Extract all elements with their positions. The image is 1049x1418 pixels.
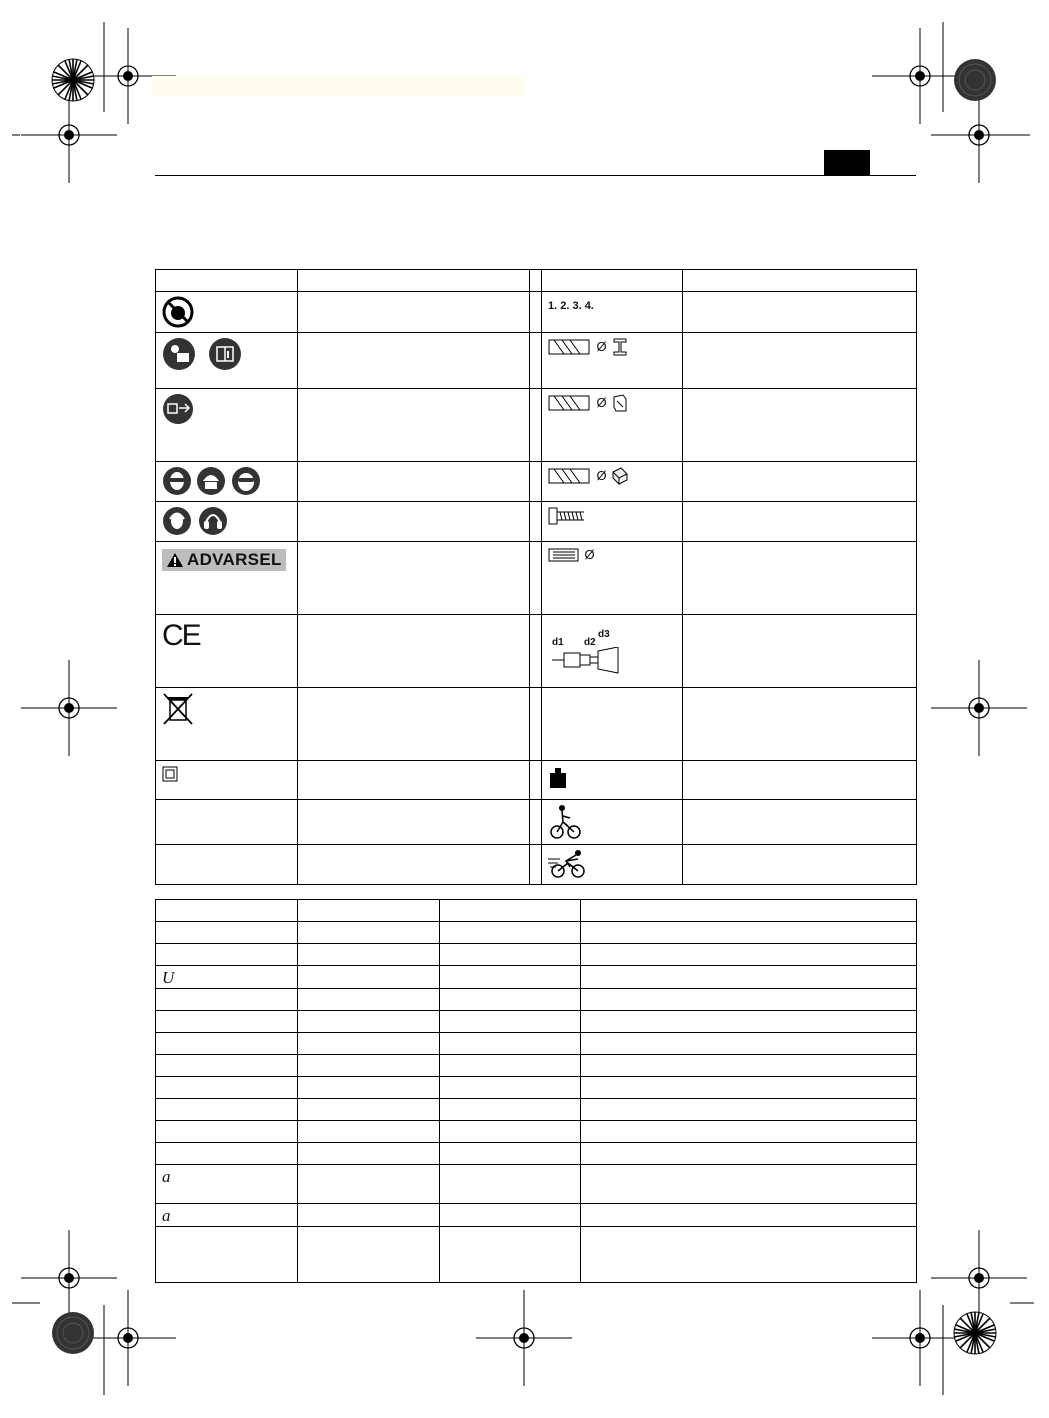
- data-cell: [581, 1121, 917, 1143]
- data-cell: [581, 1055, 917, 1077]
- acceleration-symbol: a: [162, 1167, 171, 1186]
- data-cell: [156, 1143, 298, 1165]
- acceleration-symbol: a: [162, 1206, 171, 1225]
- voltage-symbol: U: [162, 968, 175, 987]
- data-cell: [440, 1204, 581, 1227]
- symbol-table-header: [156, 270, 917, 292]
- data-cell: [440, 1227, 581, 1283]
- data-table-row: [156, 1055, 917, 1077]
- data-table-row: [156, 1121, 917, 1143]
- data-cell: [581, 900, 917, 922]
- data-cell: [581, 922, 917, 944]
- weight-icon: [548, 767, 568, 789]
- data-cell: [440, 1077, 581, 1099]
- meaning-cell: [298, 462, 530, 502]
- data-cell: [440, 1099, 581, 1121]
- data-cell: [440, 1033, 581, 1055]
- symbol-cell: [542, 292, 683, 333]
- thread-tap-icon: [548, 506, 588, 526]
- wood-icon: [611, 466, 629, 486]
- class-ii-insulation-icon: [162, 766, 178, 782]
- symbol-row: [156, 615, 917, 688]
- header-gap: [530, 270, 542, 292]
- info-book-icon: [208, 337, 242, 371]
- ear-muffs-icon: [198, 506, 228, 536]
- meaning-cell: [298, 688, 530, 761]
- cyclist-slow-icon: [548, 804, 582, 840]
- data-table-row: [156, 944, 917, 966]
- data-cell: [581, 1227, 917, 1283]
- data-cell: [156, 1121, 298, 1143]
- gap-cell: [530, 845, 542, 885]
- data-cell: [581, 1204, 917, 1227]
- symbol-cell: [156, 688, 298, 761]
- symbol-row: [156, 542, 917, 615]
- data-cell: [298, 1055, 440, 1077]
- data-cell: [581, 1099, 917, 1121]
- data-cell: [156, 1077, 298, 1099]
- meaning-cell: [298, 542, 530, 615]
- data-cell: [298, 1099, 440, 1121]
- symbol-cell: [542, 389, 683, 462]
- data-table-row: [156, 1227, 917, 1283]
- symbol-cell: [542, 462, 683, 502]
- data-cell: [156, 1033, 298, 1055]
- meaning-cell: [683, 800, 917, 845]
- language-tab-marker: [824, 150, 870, 175]
- symbol-cell: [156, 389, 298, 462]
- data-cell: [298, 900, 440, 922]
- no-smoking-dust-prohibition-icon: [162, 296, 194, 328]
- meaning-cell: [298, 389, 530, 462]
- data-cell: [581, 966, 917, 989]
- drill-steel-icon: [548, 337, 592, 357]
- data-cell: [156, 1227, 298, 1283]
- face-shield-icon: [162, 466, 192, 496]
- symbol-cell: [542, 800, 683, 845]
- gap-cell: [530, 502, 542, 542]
- gap-cell: [530, 800, 542, 845]
- meaning-cell: [683, 688, 917, 761]
- data-cell: [581, 989, 917, 1011]
- data-table-row: [156, 1011, 917, 1033]
- data-table-row: [156, 922, 917, 944]
- data-cell: [298, 922, 440, 944]
- data-table-row: [156, 900, 917, 922]
- header-cell-symbol: [156, 270, 298, 292]
- data-cell: [298, 989, 440, 1011]
- steel-profile-icon: [611, 337, 629, 357]
- data-cell: [581, 1165, 917, 1204]
- meaning-cell: [683, 389, 917, 462]
- chuck-dimensions-icon: [548, 627, 640, 679]
- diameter-symbol: Ø: [596, 395, 607, 411]
- data-cell: [156, 1011, 298, 1033]
- symbol-cell: [156, 845, 298, 885]
- symbol-cell: [156, 502, 298, 542]
- meaning-cell: [683, 615, 917, 688]
- data-cell: [298, 1011, 440, 1033]
- meaning-cell: [298, 292, 530, 333]
- data-cell: [156, 1204, 298, 1227]
- meaning-cell: [683, 845, 917, 885]
- data-cell: [440, 966, 581, 989]
- data-table-row: [156, 1204, 917, 1227]
- data-cell: [298, 1121, 440, 1143]
- symbol-cell: [156, 292, 298, 333]
- data-cell: [156, 989, 298, 1011]
- dimension-label-d1: d1: [552, 637, 564, 648]
- symbol-row: [156, 688, 917, 761]
- gap-cell: [530, 389, 542, 462]
- meaning-cell: [298, 800, 530, 845]
- warning-label-text: ADVARSEL: [187, 550, 282, 569]
- symbol-row: [156, 462, 917, 502]
- symbol-row: [156, 292, 917, 333]
- diameter-symbol: Ø: [584, 547, 595, 563]
- data-cell: [298, 1204, 440, 1227]
- data-cell: [440, 1055, 581, 1077]
- data-cell: [298, 1077, 440, 1099]
- ce-mark-icon: CE: [162, 619, 200, 652]
- symbol-cell: [156, 615, 298, 688]
- data-table-row: [156, 966, 917, 989]
- meaning-cell: [298, 615, 530, 688]
- data-cell: [440, 1011, 581, 1033]
- meaning-cell: [683, 292, 917, 333]
- symbol-cell: [542, 333, 683, 389]
- symbol-row: [156, 502, 917, 542]
- dimension-label-d2: d2: [584, 637, 596, 648]
- data-cell: [440, 989, 581, 1011]
- data-table-row: [156, 1077, 917, 1099]
- sequence-steps-icon: 1. 2. 3. 4.: [548, 300, 594, 312]
- header-cell-meaning-2: [683, 270, 917, 292]
- data-cell: [440, 1121, 581, 1143]
- symbol-cell: [156, 800, 298, 845]
- data-cell: [156, 1055, 298, 1077]
- data-cell: [156, 944, 298, 966]
- data-cell: [440, 944, 581, 966]
- data-cell: [581, 1033, 917, 1055]
- meaning-cell: [683, 542, 917, 615]
- diameter-symbol: Ø: [596, 468, 607, 484]
- data-cell: [298, 1227, 440, 1283]
- crossed-bin-icon: [162, 692, 194, 726]
- meaning-cell: [683, 761, 917, 800]
- meaning-cell: [298, 502, 530, 542]
- symbol-cell: [542, 615, 683, 688]
- data-cell: [298, 1165, 440, 1204]
- data-cell: [156, 1099, 298, 1121]
- symbol-table: [155, 269, 917, 885]
- hearing-protection-icon: [162, 506, 192, 536]
- technical-data-table: [155, 899, 917, 1283]
- gap-cell: [530, 615, 542, 688]
- data-cell: [581, 1143, 917, 1165]
- meaning-cell: [683, 502, 917, 542]
- unplug-power-icon: [162, 393, 194, 425]
- read-manual-icon: [162, 337, 196, 371]
- symbol-cell: [156, 333, 298, 389]
- data-cell: [581, 1011, 917, 1033]
- gap-cell: [530, 688, 542, 761]
- symbol-cell: [542, 845, 683, 885]
- symbol-row: [156, 761, 917, 800]
- aluminum-profile-icon: [611, 393, 629, 413]
- symbol-row: [156, 845, 917, 885]
- header-cell-meaning: [298, 270, 530, 292]
- symbol-row: [156, 333, 917, 389]
- collar-diameter-icon: [548, 546, 580, 564]
- data-cell: [156, 1165, 298, 1204]
- dimension-label-d3: d3: [598, 629, 610, 640]
- data-cell: [298, 1143, 440, 1165]
- drill-aluminum-icon: [548, 393, 592, 413]
- cyclist-fast-icon: [548, 849, 590, 879]
- gap-cell: [530, 292, 542, 333]
- meaning-cell: [298, 333, 530, 389]
- symbol-cell: [542, 761, 683, 800]
- symbol-cell: [156, 761, 298, 800]
- data-table-row: [156, 1033, 917, 1055]
- data-cell: [440, 1165, 581, 1204]
- symbol-cell: [542, 502, 683, 542]
- drill-wood-icon: [548, 466, 592, 486]
- meaning-cell: [298, 761, 530, 800]
- symbol-row: [156, 800, 917, 845]
- diameter-symbol: Ø: [596, 339, 607, 355]
- symbol-cell: [156, 462, 298, 502]
- data-cell: [156, 922, 298, 944]
- warning-triangle-icon: [166, 552, 184, 568]
- data-table-row: [156, 1143, 917, 1165]
- data-cell: [156, 966, 298, 989]
- data-table-row: [156, 1099, 917, 1121]
- data-table-row: [156, 989, 917, 1011]
- gap-cell: [530, 542, 542, 615]
- data-cell: [298, 944, 440, 966]
- highlight-strip: [152, 76, 524, 96]
- data-cell: [156, 900, 298, 922]
- gap-cell: [530, 462, 542, 502]
- symbol-cell: [542, 542, 683, 615]
- data-cell: [581, 1077, 917, 1099]
- data-cell: [440, 1143, 581, 1165]
- data-table-row: [156, 1165, 917, 1204]
- data-cell: [440, 922, 581, 944]
- helmet-icon: [196, 466, 226, 496]
- meaning-cell: [683, 462, 917, 502]
- header-cell-symbol-2: [542, 270, 683, 292]
- data-cell: [298, 1033, 440, 1055]
- meaning-cell: [683, 333, 917, 389]
- data-cell: [581, 944, 917, 966]
- symbol-cell: [156, 542, 298, 615]
- warning-label: [162, 549, 286, 571]
- header-rule: [155, 175, 916, 176]
- safety-goggles-icon: [231, 466, 261, 496]
- gap-cell: [530, 333, 542, 389]
- data-cell: [440, 900, 581, 922]
- data-cell: [298, 966, 440, 989]
- meaning-cell: [298, 845, 530, 885]
- symbol-row: [156, 389, 917, 462]
- symbol-cell: [542, 688, 683, 761]
- gap-cell: [530, 761, 542, 800]
